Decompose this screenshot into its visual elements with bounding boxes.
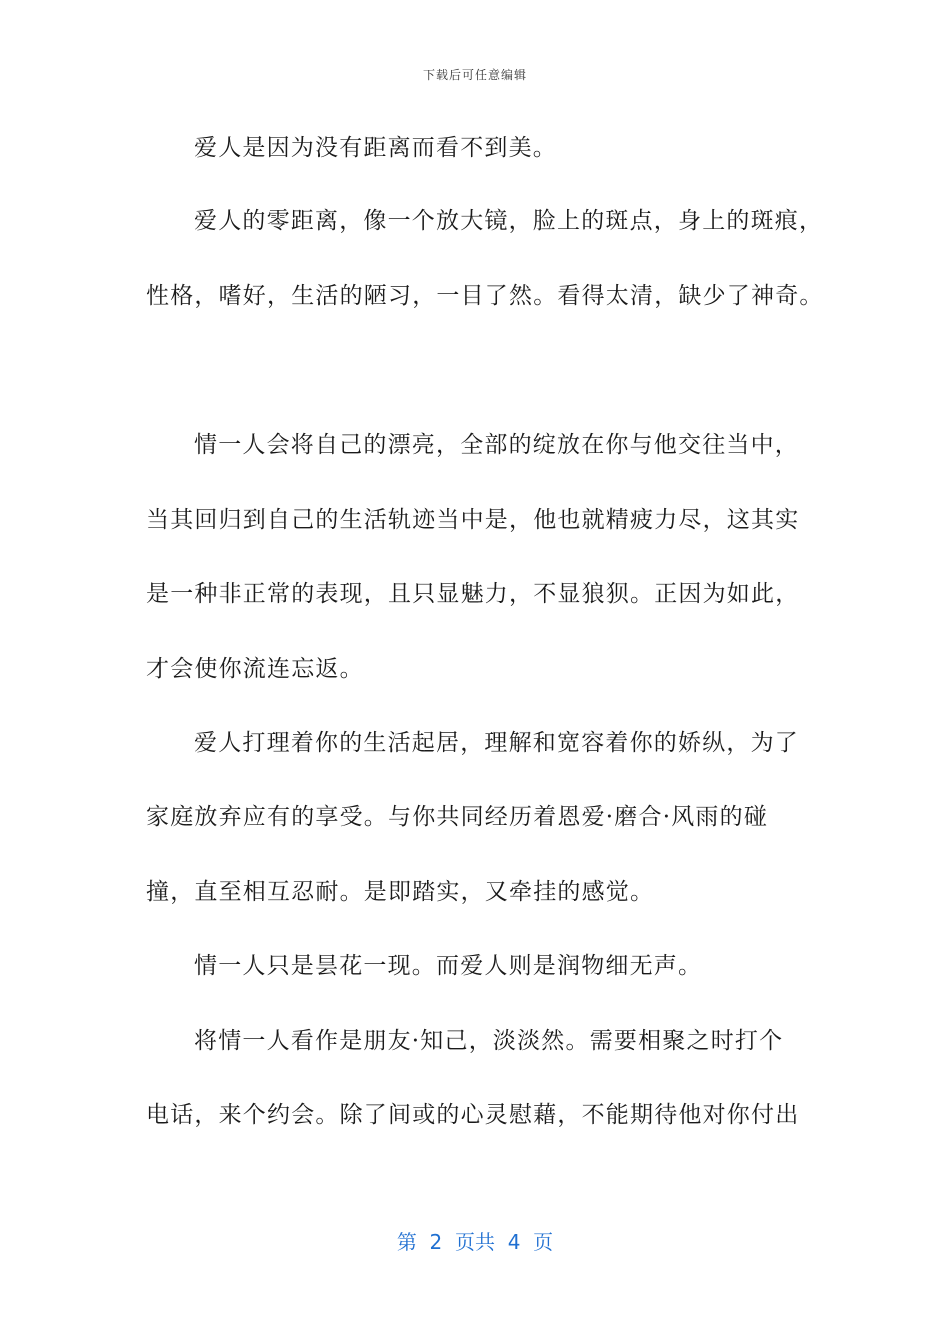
paragraph-line: 爱人是因为没有距离而看不到美。 bbox=[194, 135, 557, 161]
paragraph-line: 电话，来个约会。除了间或的心灵慰藉，不能期待他对你付出 bbox=[146, 1102, 800, 1128]
paragraph-line: 将情一人看作是朋友·知己，淡淡然。需要相聚之时打个 bbox=[194, 1028, 784, 1054]
paragraph-line: 撞，直至相互忍耐。是即踏实，又牵挂的感觉。 bbox=[146, 879, 655, 905]
paragraph-line: 家庭放弃应有的享受。与你共同经历着恩爱·磨合·风雨的碰 bbox=[146, 804, 769, 830]
paragraph-line: 才会使你流连忘返。 bbox=[146, 656, 364, 682]
page-number: 第 2 页共 4 页 bbox=[396, 1230, 554, 1254]
paragraph-line: 情一人会将自己的漂亮，全部的绽放在你与他交往当中， bbox=[194, 432, 799, 458]
paragraph-line: 爱人的零距离，像一个放大镜，脸上的斑点，身上的斑痕， bbox=[194, 208, 824, 234]
header-note: 下载后可任意编辑 bbox=[422, 68, 527, 82]
paragraph-line: 性格，嗜好，生活的陋习，一目了然。看得太清，缺少了神奇。 bbox=[146, 283, 824, 309]
paragraph-line: 当其回归到自己的生活轨迹当中是，他也就精疲力尽，这其实 bbox=[146, 507, 800, 533]
paragraph-line: 情一人只是昙花一现。而爱人则是润物细无声。 bbox=[194, 953, 703, 979]
paragraph-line: 爱人打理着你的生活起居，理解和宽容着你的娇纵，为了 bbox=[194, 730, 799, 756]
paragraph-line: 是一种非正常的表现，且只显魅力，不显狼狈。正因为如此， bbox=[146, 581, 800, 607]
